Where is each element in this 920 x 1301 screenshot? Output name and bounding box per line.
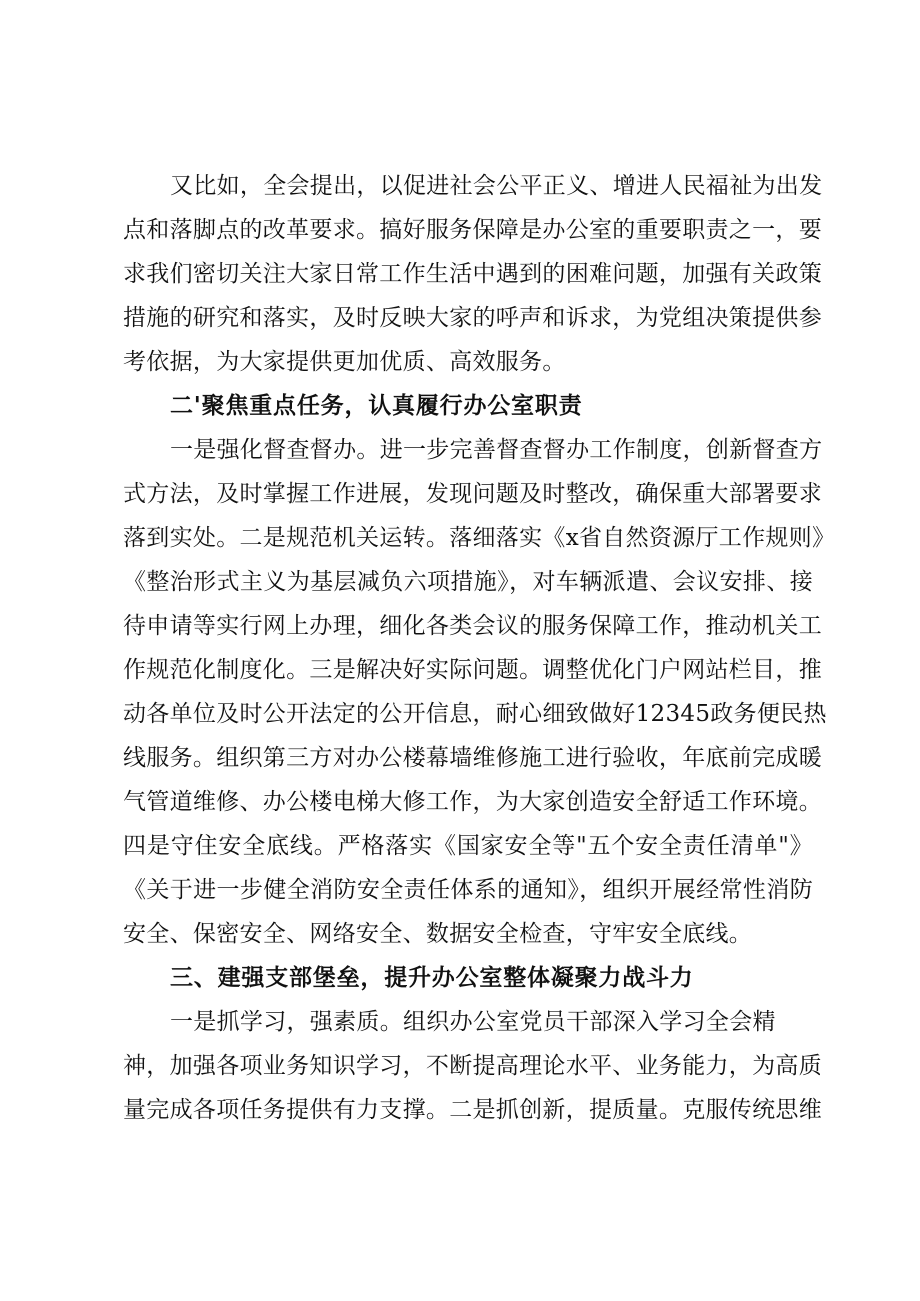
section-heading-2: 二'聚焦重点任务，认真履行办公室职责 [170, 393, 583, 419]
paragraph-line: 一是抓学习，强素质。组织办公室党员干部深入学习全会精 [170, 1009, 776, 1035]
paragraph-line: 落到实处。二是规范机关运转。落细落实《x省自然资源厅工作规则》 [123, 525, 836, 551]
paragraph-line: 考依据，为大家提供更加优质、高效服务。 [123, 349, 566, 375]
paragraph-line: 神，加强各项业务知识学习，不断提高理论水平、业务能力，为高质 [123, 1053, 822, 1079]
paragraph-line: 气管道维修、办公楼电梯大修工作，为大家创造安全舒适工作环境。 [123, 789, 822, 815]
paragraph-line: 《关于进一步健全消防安全责任体系的通知》，组织开展经常性消防 [123, 877, 813, 903]
paragraph-line: 求我们密切关注大家日常工作生活中遇到的困难问题，加强有关政策 [123, 261, 822, 287]
paragraph-line: 式方法，及时掌握工作进展，发现问题及时整改，确保重大部署要求 [123, 481, 822, 507]
paragraph-line: 作规范化制度化。三是解决好实际问题。调整优化门户网站栏目，推 [123, 657, 822, 683]
paragraph-line: 安全、保密安全、网络安全、数据安全检查，守牢安全底线。 [123, 921, 753, 947]
paragraph-line: 措施的研究和落实，及时反映大家的呼声和诉求，为党组决策提供参 [123, 305, 822, 331]
paragraph-line: 动各单位及时公开法定的公开信息，耐心细致做好12345政务便民热 [123, 701, 827, 727]
paragraph-line: 线服务。组织第三方对办公楼幕墙维修施工进行验收，年底前完成暖 [123, 745, 822, 771]
section-heading-3: 三、建强支部堡垒，提升办公室整体凝聚力战斗力 [170, 965, 694, 991]
paragraph-line: 一是强化督查督办。进一步完善督查督办工作制度，创新督查方 [170, 437, 823, 463]
paragraph-line: 又比如，全会提出，以促进社会公平正义、增进人民福祉为出发 [170, 173, 823, 199]
paragraph-line: 四是守住安全底线。严格落实《国家安全等"五个安全责任清单"》 [123, 833, 813, 859]
paragraph-line: 点和落脚点的改革要求。搞好服务保障是办公室的重要职责之一，要 [123, 217, 822, 243]
paragraph-line: 量完成各项任务提供有力支撑。二是抓创新，提质量。克服传统思维 [123, 1097, 822, 1123]
paragraph-line: 《整治形式主义为基层减负六项措施》，对车辆派遣、会议安排、接 [123, 569, 813, 595]
paragraph-line: 待申请等实行网上办理，细化各类会议的服务保障工作，推动机关工 [123, 613, 822, 639]
